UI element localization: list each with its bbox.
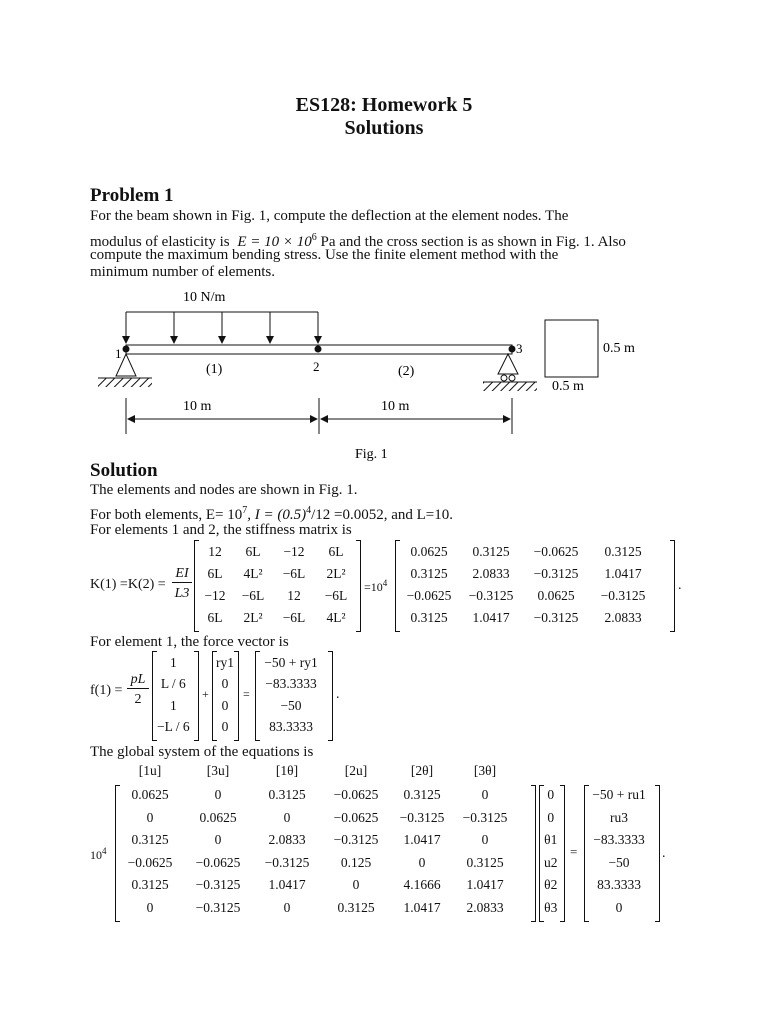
column-header: [1u] — [138, 763, 162, 778]
matrix-cell: 0 — [481, 832, 489, 848]
bracket — [356, 540, 361, 632]
stiffness-end: . — [678, 578, 682, 593]
vector-cell: ru3 — [610, 809, 628, 825]
matrix-cell: −0.3125 — [600, 588, 646, 603]
matrix-cell: 0.3125 — [131, 832, 169, 848]
stiffness-frac-num: EI — [172, 566, 192, 583]
node-3-dot — [509, 346, 516, 353]
vector-cell: −50 + ru1 — [592, 787, 646, 803]
problem-line-2: modulus of elasticity is $E = 10 \times 10^6$ Pa and the cross section is as shown in Fig. 1. Also — [90, 232, 626, 250]
matrix-row — [117, 852, 517, 875]
matrix-cell: 0 — [146, 899, 154, 915]
matrix-cell: 2.0833 — [604, 610, 642, 625]
section-height-label: 0.5 m — [603, 341, 635, 356]
vector-cell: L / 6 — [160, 676, 186, 692]
vector-row — [154, 695, 193, 717]
matrix-cell: −6L — [241, 588, 265, 603]
force-frac-num: pL — [127, 672, 149, 689]
matrix-cell: −0.0625 — [333, 809, 379, 825]
column-header: [3u] — [206, 763, 230, 778]
matrix-cell: −0.3125 — [399, 809, 445, 825]
vector-row — [541, 897, 561, 920]
bracket — [328, 651, 333, 741]
vector-cell: −50 — [280, 697, 302, 713]
matrix-row — [117, 829, 517, 852]
matrix-cell: 12 — [208, 544, 222, 559]
bracket — [234, 651, 239, 741]
node-2-label: 2 — [313, 359, 320, 374]
vector-cell: θ3 — [544, 899, 558, 915]
node-2-dot — [315, 346, 322, 353]
vector-row — [586, 829, 652, 852]
matrix-cell: 0 — [418, 854, 426, 870]
matrix-cell: −0.3125 — [333, 832, 379, 848]
matrix-cell: 2L² — [243, 610, 263, 625]
matrix-cell: −0.3125 — [533, 610, 579, 625]
matrix-cell: 0.3125 — [131, 877, 169, 893]
vector-cell: 0 — [547, 787, 555, 803]
matrix-cell: 0.0625 — [537, 588, 575, 603]
global-eq: = — [570, 844, 578, 859]
vector-cell: θ1 — [544, 832, 558, 848]
global-column-headers — [117, 761, 517, 781]
matrix-cell: −0.0625 — [533, 544, 579, 559]
matrix-cell: −0.0625 — [406, 588, 452, 603]
node-1-label: 1 — [115, 346, 122, 361]
stiffness-numeric-matrix — [397, 541, 655, 629]
force-vector-3 — [257, 652, 325, 738]
vector-row — [541, 807, 561, 830]
matrix-cell: 1.0417 — [403, 899, 441, 915]
stiffness-frac-den: L3 — [174, 586, 190, 601]
global-end: . — [662, 846, 666, 861]
matrix-cell: −0.3125 — [264, 854, 310, 870]
matrix-row — [196, 563, 356, 585]
matrix-cell: 6L — [207, 610, 223, 625]
header-row — [117, 761, 517, 781]
matrix-row — [397, 563, 655, 585]
matrix-cell: 1.0417 — [472, 610, 510, 625]
matrix-row — [397, 541, 655, 563]
vector-row — [257, 652, 325, 674]
vector-row — [586, 784, 652, 807]
solution-line-5: The global system of the equations is — [90, 744, 314, 760]
solution-heading: Solution — [90, 460, 158, 481]
force-plus: + — [202, 687, 209, 701]
matrix-cell: 0.0625 — [131, 787, 169, 803]
section-width-label: 0.5 m — [552, 379, 584, 394]
matrix-row — [117, 807, 517, 830]
vector-row — [541, 874, 561, 897]
matrix-cell: 0 — [352, 877, 360, 893]
roller-wheel — [509, 375, 515, 381]
matrix-cell: 0.3125 — [472, 544, 510, 559]
span-1-label: 10 m — [183, 399, 212, 414]
matrix-cell: 12 — [287, 588, 301, 603]
matrix-cell: 0.3125 — [604, 544, 642, 559]
problem-line-3: compute the maximum bending stress. Use the finite element method with the — [90, 247, 559, 263]
bracket — [655, 785, 660, 922]
vector-cell: −50 + ry1 — [264, 654, 318, 670]
matrix-cell: 1.0417 — [403, 832, 441, 848]
matrix-row — [196, 607, 356, 629]
vector-cell: 1 — [169, 697, 177, 713]
column-header: [2θ] — [410, 763, 434, 778]
matrix-cell: 4.1666 — [403, 877, 441, 893]
vector-cell: u2 — [544, 854, 558, 870]
vector-cell: 83.3333 — [597, 877, 641, 893]
doc-title: ES128: Homework 5 — [295, 94, 473, 116]
matrix-cell: 1.0417 — [466, 877, 504, 893]
global-rhs-vector — [586, 784, 652, 919]
vector-cell: −L / 6 — [157, 719, 190, 735]
vector-cell: 0 — [221, 719, 229, 735]
vector-cell: ry1 — [216, 654, 234, 670]
matrix-cell: 0.3125 — [403, 787, 441, 803]
force-frac-den: 2 — [134, 692, 142, 707]
vector-row — [257, 717, 325, 739]
solution-line-2: For both elements, $E= 10^7$, $I = (0.5)^4/12 =0.0052$, and L=10. — [90, 505, 453, 523]
matrix-cell: −0.3125 — [195, 877, 241, 893]
ground-hatch-right — [483, 382, 537, 391]
vector-row — [586, 852, 652, 875]
matrix-cell: 0.3125 — [268, 787, 306, 803]
vector-row — [541, 784, 561, 807]
matrix-cell: 6L — [207, 566, 223, 581]
bracket — [670, 540, 675, 632]
vector-cell: 1 — [169, 654, 177, 670]
matrix-cell: −0.3125 — [533, 566, 579, 581]
matrix-cell: 0 — [481, 787, 489, 803]
stiffness-lhs: K(1) =K(2) = — [90, 577, 166, 592]
force-lhs: f(1) = — [90, 683, 123, 698]
problem-line-4: minimum number of elements. — [90, 264, 275, 280]
problem-heading: Problem 1 — [90, 185, 174, 206]
matrix-row — [196, 585, 356, 607]
matrix-cell: −0.3125 — [195, 899, 241, 915]
matrix-cell: −0.3125 — [462, 809, 508, 825]
vector-row — [541, 852, 561, 875]
matrix-cell: 6L — [245, 544, 261, 559]
matrix-cell: 0.3125 — [410, 610, 448, 625]
force-vector-1 — [154, 652, 193, 738]
matrix-cell: 0 — [214, 832, 222, 848]
vector-row — [257, 695, 325, 717]
vector-cell: −83.3333 — [265, 676, 317, 692]
matrix-cell: 1.0417 — [268, 877, 306, 893]
matrix-cell: 0 — [283, 899, 291, 915]
matrix-cell: 6L — [328, 544, 344, 559]
matrix-row — [117, 874, 517, 897]
vector-row — [154, 674, 193, 696]
column-header: [3θ] — [473, 763, 497, 778]
force-end: . — [336, 687, 340, 702]
matrix-cell: 1.0417 — [604, 566, 642, 581]
vector-cell: 83.3333 — [269, 719, 313, 735]
matrix-cell: 0.125 — [340, 854, 372, 870]
matrix-cell: 2.0833 — [472, 566, 510, 581]
matrix-row — [196, 541, 356, 563]
vector-row — [154, 717, 193, 739]
matrix-cell: 0 — [214, 787, 222, 803]
vector-row — [541, 829, 561, 852]
load-label: 10 N/m — [183, 290, 226, 305]
vector-cell: −83.3333 — [593, 832, 645, 848]
vector-cell: −50 — [608, 854, 630, 870]
matrix-cell: 0 — [146, 809, 154, 825]
matrix-cell: −0.0625 — [127, 854, 173, 870]
vector-row — [586, 897, 652, 920]
problem-line-1: For the beam shown in Fig. 1, compute the deflection at the element nodes. The — [90, 208, 569, 224]
roller-wheel — [501, 375, 507, 381]
bracket — [531, 785, 536, 922]
figure-caption: Fig. 1 — [355, 447, 388, 462]
matrix-row — [117, 784, 517, 807]
matrix-cell: 0.0625 — [410, 544, 448, 559]
node-1-dot — [123, 346, 130, 353]
beam-figure — [0, 285, 768, 465]
matrix-cell: 0.0625 — [199, 809, 237, 825]
stiffness-factor: $=10^4$ — [364, 578, 388, 594]
global-factor: $10^4$ — [90, 846, 107, 862]
matrix-cell: 0.3125 — [466, 854, 504, 870]
force-eq: = — [243, 687, 250, 701]
global-unknown-vector — [541, 784, 561, 919]
matrix-row — [397, 607, 655, 629]
bracket — [194, 651, 199, 741]
matrix-cell: −0.0625 — [195, 854, 241, 870]
node-3-label: 3 — [516, 341, 523, 356]
cross-section — [545, 320, 598, 377]
ground-hatch-left — [98, 378, 152, 387]
matrix-cell: −12 — [283, 544, 305, 559]
vector-cell: 0 — [547, 809, 555, 825]
matrix-cell: 2.0833 — [466, 899, 504, 915]
matrix-row — [117, 897, 517, 920]
matrix-cell: −6L — [324, 588, 348, 603]
matrix-cell: −6L — [282, 610, 306, 625]
vector-cell: 0 — [615, 899, 623, 915]
global-stiffness-matrix — [117, 784, 517, 919]
column-header: [1θ] — [275, 763, 299, 778]
matrix-cell: 0.3125 — [410, 566, 448, 581]
matrix-cell: 2.0833 — [268, 832, 306, 848]
vector-row — [154, 652, 193, 674]
vector-cell: 0 — [221, 697, 229, 713]
stiffness-symbolic-matrix — [196, 541, 356, 629]
element-2-label: (2) — [398, 364, 415, 379]
matrix-cell: −0.0625 — [333, 787, 379, 803]
column-header: [2u] — [344, 763, 368, 778]
vector-row — [257, 674, 325, 696]
matrix-cell: 0 — [283, 809, 291, 825]
vector-cell: θ2 — [544, 877, 558, 893]
matrix-cell: −6L — [282, 566, 306, 581]
matrix-cell: 0.3125 — [337, 899, 375, 915]
matrix-cell: −12 — [204, 588, 226, 603]
element-1-label: (1) — [206, 362, 223, 377]
solution-line-1: The elements and nodes are shown in Fig. 1. — [90, 482, 358, 498]
span-2-label: 10 m — [381, 399, 410, 414]
bracket — [560, 785, 565, 922]
vector-row — [586, 807, 652, 830]
vector-row — [586, 874, 652, 897]
matrix-cell: 2L² — [326, 566, 346, 581]
matrix-row — [397, 585, 655, 607]
solution-line-4: For element 1, the force vector is — [90, 634, 289, 650]
solution-line-3: For elements 1 and 2, the stiffness matrix is — [90, 522, 352, 538]
vector-cell: 0 — [221, 676, 229, 692]
matrix-cell: 4L² — [326, 610, 346, 625]
roller-support — [498, 354, 518, 374]
matrix-cell: 4L² — [243, 566, 263, 581]
doc-subtitle: Solutions — [344, 117, 424, 139]
matrix-cell: −0.3125 — [468, 588, 514, 603]
